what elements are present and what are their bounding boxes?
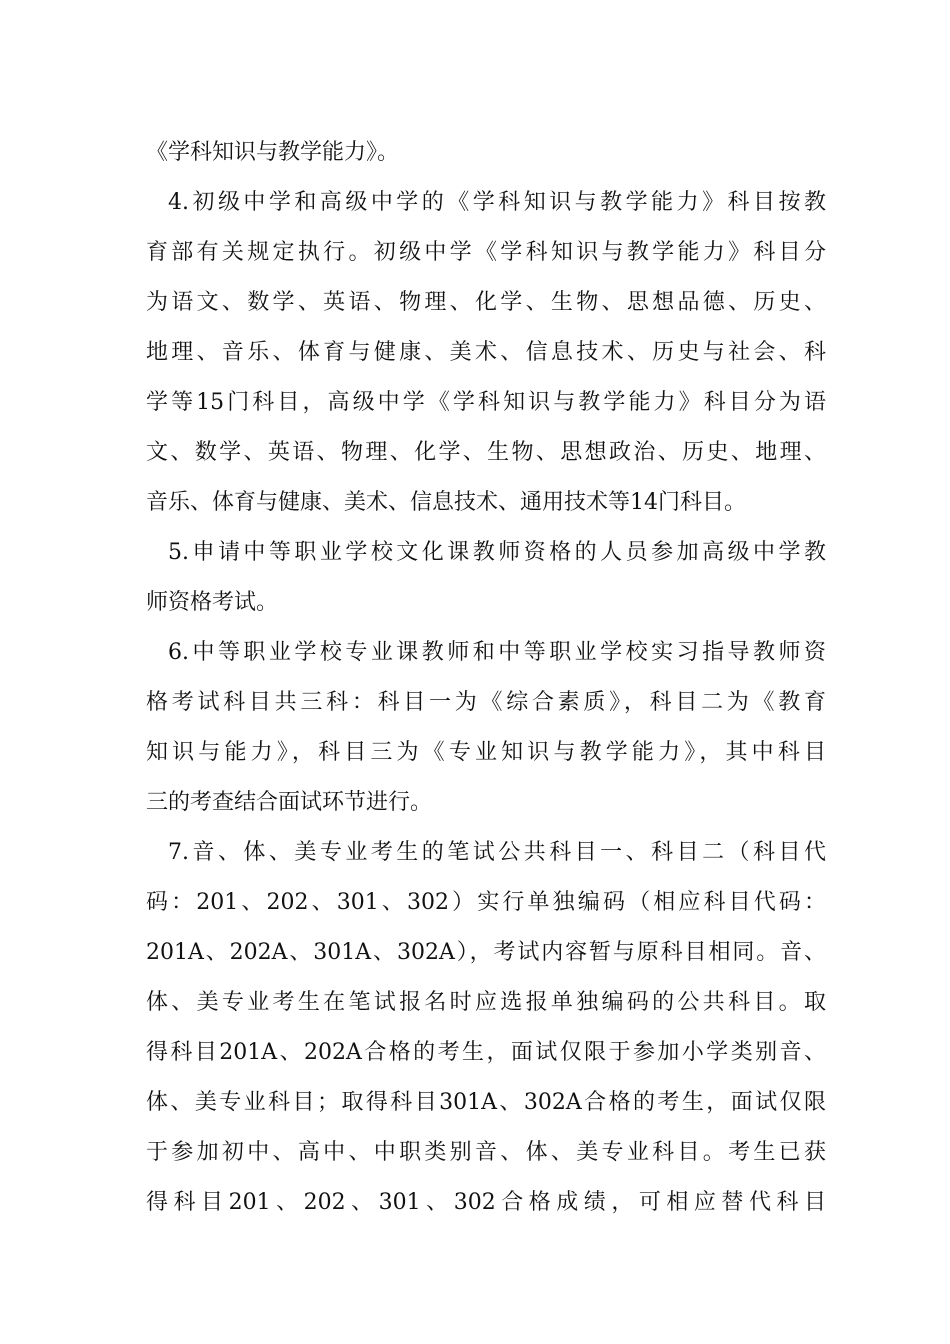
text-line-5: 地理、音乐、体育与健康、美术、信息技术、历史与社会、科 <box>146 340 826 365</box>
text-line-9: 5.申请中等职业学校文化课教师资格的人员参加高级中学教 <box>168 540 826 565</box>
text-line-15: 7.音、体、美专业考生的笔试公共科目一、科目二（科目代 <box>168 840 826 865</box>
text-line-10: 师资格考试。 <box>146 590 279 615</box>
text-line-7: 文、数学、英语、物理、化学、生物、思想政治、历史、地理、 <box>146 440 826 465</box>
text-line-13: 知识与能力》，科目三为《专业知识与教学能力》，其中科目 <box>146 740 826 765</box>
text-line-16: 码：201、202、301、302）实行单独编码（相应科目代码： <box>146 890 826 915</box>
text-line-1: 《学科知识与教学能力》。 <box>146 140 400 165</box>
text-line-18: 体、美专业考生在笔试报名时应选报单独编码的公共科目。取 <box>146 990 826 1015</box>
text-line-22: 得科目201、202、301、302合格成绩，可相应替代科目 <box>146 1190 826 1215</box>
text-line-3: 育部有关规定执行。初级中学《学科知识与教学能力》科目分 <box>146 240 826 265</box>
text-line-14: 三的考查结合面试环节进行。 <box>146 790 433 815</box>
text-line-8: 音乐、体育与健康、美术、信息技术、通用技术等14门科目。 <box>146 490 746 515</box>
text-line-11: 6.中等职业学校专业课教师和中等职业学校实习指导教师资 <box>168 640 826 665</box>
text-line-19: 得科目201A、202A合格的考生，面试仅限于参加小学类别音、 <box>146 1040 826 1065</box>
text-line-20: 体、美专业科目；取得科目301A、302A合格的考生，面试仅限 <box>146 1090 826 1115</box>
text-line-4: 为语文、数学、英语、物理、化学、生物、思想品德、历史、 <box>146 290 826 315</box>
text-line-21: 于参加初中、高中、中职类别音、体、美专业科目。考生已获 <box>146 1140 826 1165</box>
text-line-17: 201A、202A、301A、302A），考试内容暂与原科目相同。音、 <box>146 940 826 965</box>
text-line-2: 4.初级中学和高级中学的《学科知识与教学能力》科目按教 <box>168 190 826 215</box>
text-line-12: 格考试科目共三科：科目一为《综合素质》，科目二为《教育 <box>146 690 826 715</box>
text-line-6: 学等15门科目，高级中学《学科知识与教学能力》科目分为语 <box>146 390 826 415</box>
